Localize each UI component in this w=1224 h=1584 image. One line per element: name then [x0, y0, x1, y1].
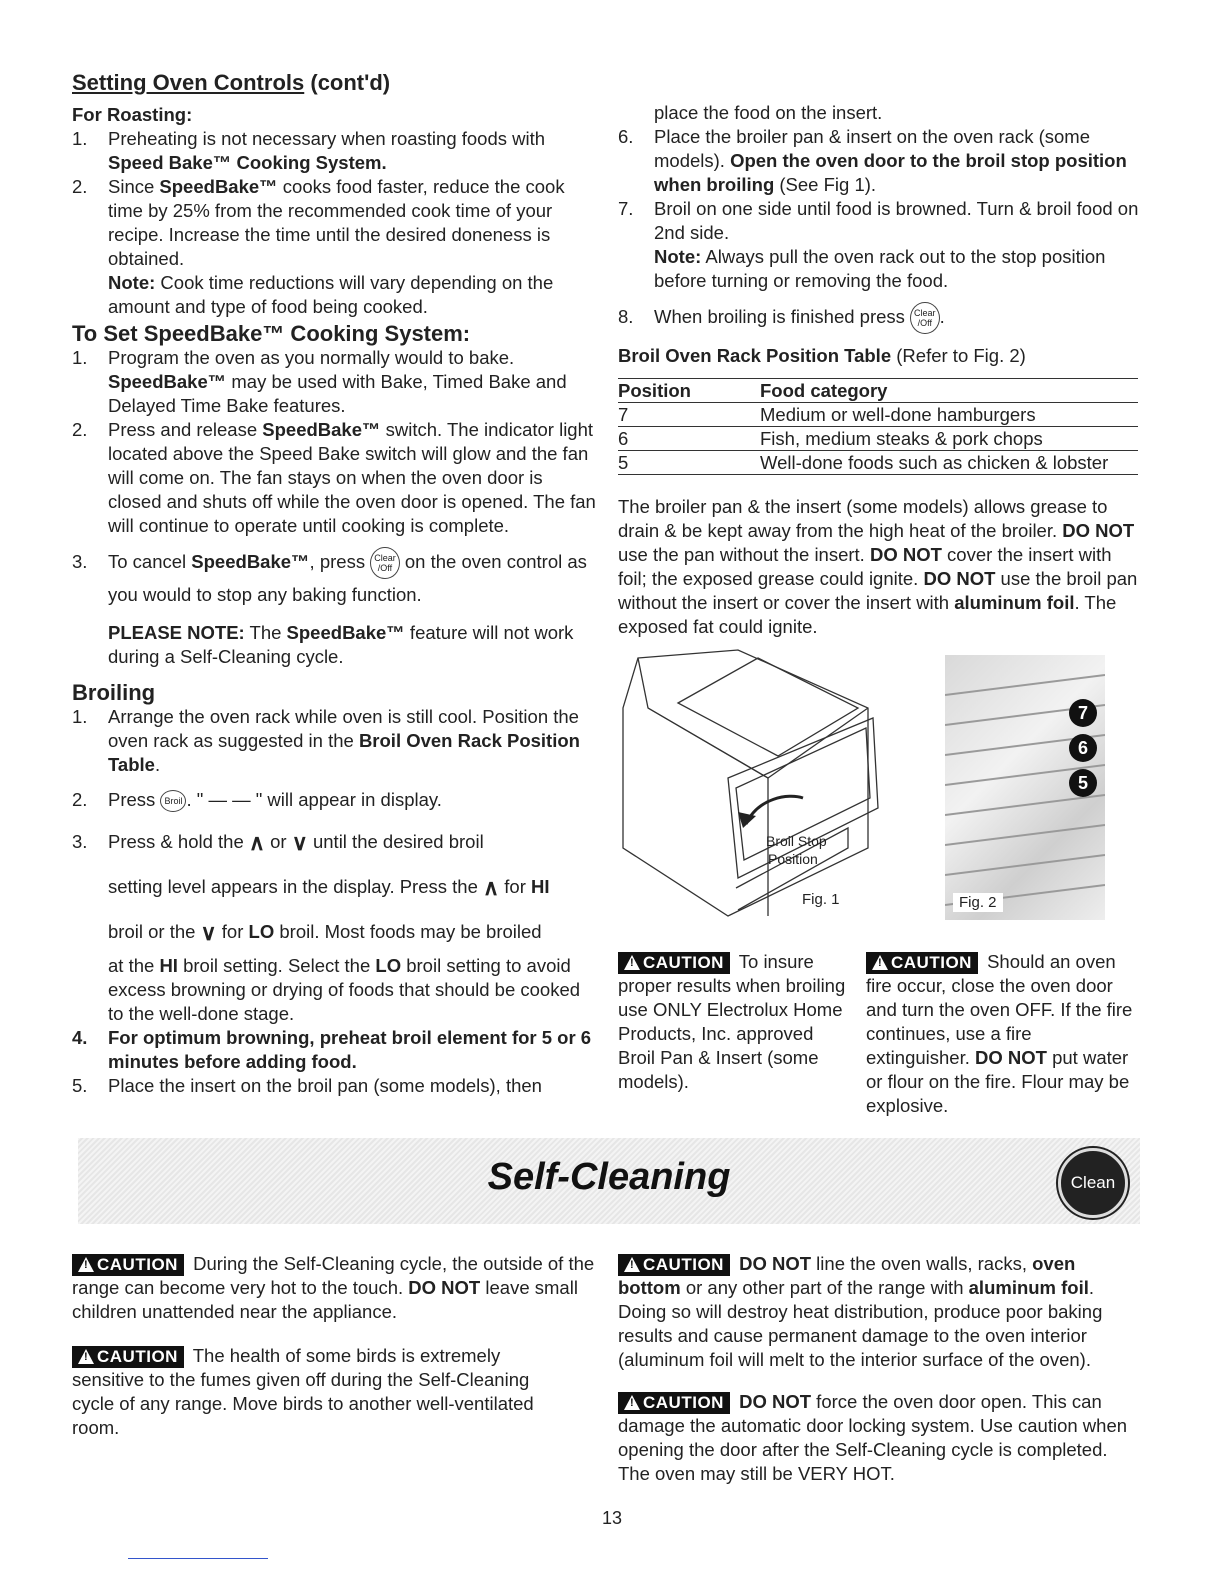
fig1-label: Fig. 1	[802, 891, 840, 908]
left-column	[72, 103, 596, 1098]
caution-badge: !CAUTION	[618, 1254, 730, 1276]
table-header: Position	[618, 379, 760, 403]
page-title: Setting Oven Controls (cont'd)	[72, 70, 391, 95]
down-arrow-icon: ∨	[291, 830, 308, 856]
warning-icon	[78, 1349, 94, 1364]
list-item-continued: place the food on the insert.	[654, 102, 883, 123]
self-cleaning-banner	[78, 1138, 1140, 1224]
speedbake-heading: To Set SpeedBake™ Cooking System:	[72, 321, 471, 346]
caution-badge: !CAUTION	[72, 1254, 184, 1276]
rack-position-6: 6	[1077, 738, 1088, 758]
caution-aluminum-foil: !CAUTION DO NOT line the oven walls, racks, oven bottom or any other part of the range with aluminum foil. Doing so will destroy heat distribution, produce poor baking results and cause permanent damage to the oven interior (aluminum foil will melt to the interior surface of the oven).	[618, 1252, 1138, 1372]
list-item: 2. Press Broil . " — — " will appear in display.	[72, 783, 596, 817]
caution-badge: !CAUTION	[618, 952, 730, 974]
broil-button-icon: Broil	[160, 790, 186, 812]
list-item: 2. Since SpeedBake™ cooks food faster, reduce the cook time by 25% from the recommended cook time of your recipe. Increase the time until the desired doneness is obtained. Note: Cook time reductions will vary depending on the amount and type of food being cooked.	[72, 176, 565, 317]
rack-position-table	[618, 378, 1138, 475]
fig1-callout-line1: Broil Stop	[766, 833, 827, 849]
rack-table-title: Broil Oven Rack Position Table (Refer to Fig. 2)	[618, 345, 1026, 367]
warning-icon	[78, 1257, 94, 1272]
fig2-rack-photo	[945, 655, 1105, 920]
list-item: 1. Preheating is not necessary when roasting foods with Speed Bake™ Cooking System.	[72, 128, 546, 173]
warning-icon	[624, 955, 640, 970]
warning-icon	[872, 955, 888, 970]
list-item: 4. For optimum browning, preheat broil element for 5 or 6 minutes before adding food.	[72, 1027, 592, 1073]
broiling-heading: Broiling	[72, 680, 156, 706]
table-row: 5 Well-done foods such as chicken & lobster	[618, 451, 1138, 475]
caution-badge: !CAUTION	[72, 1346, 184, 1368]
table-row: 7 Medium or well-done hamburgers	[618, 403, 1138, 427]
section-title: Self-Cleaning	[487, 1156, 731, 1198]
list-item: 1. Arrange the oven rack while oven is still cool. Position the oven rack as suggested in the Broil Oven Rack Position Table.	[72, 706, 580, 776]
fig2-label: Fig. 2	[953, 893, 1003, 912]
list-item: 3. To cancel SpeedBake™, press Clear /Off on the oven control as you would to stop any baking function.	[72, 546, 596, 611]
fig1-oven-illustration	[618, 648, 880, 920]
list-item: 8. When broiling is finished press Clear /Off .	[618, 301, 1142, 334]
clean-button-icon: Clean	[1058, 1148, 1128, 1218]
table-row: 6 Fish, medium steaks & pork chops	[618, 427, 1138, 451]
list-item: 7. Broil on one side until food is browned. Turn & broil food on 2nd side. Note: Always pull the oven rack out to the stop position before turning or removing the food.	[618, 198, 1139, 291]
right-column	[618, 101, 1142, 639]
caution-door-lock: !CAUTION DO NOT force the oven door open. This can damage the automatic door locking system. Use caution when opening the door after the Self-Cleaning cycle is completed. The oven may still be VERY HOT.	[618, 1390, 1138, 1486]
clear-off-button-icon: Clear /Off	[910, 302, 940, 334]
caution-birds: !CAUTION The health of some birds is extremely sensitive to the fumes given off during the Self-Cleaning cycle of any range. Move birds to another well-ventilated room.	[72, 1344, 558, 1440]
warning-icon	[624, 1395, 640, 1410]
list-item: 5. Place the insert on the broil pan (some models), then	[72, 1075, 542, 1097]
up-arrow-icon: ∧	[483, 875, 500, 901]
page-number: 13	[601, 1508, 623, 1528]
list-item: 2. Press and release SpeedBake™ switch. The indicator light located above the Speed Bake switch will glow and the fan will come on. The fan stays on when the oven door is closed and shuts off while the oven door is opened. The fan will continue to operate until cooking is complete.	[72, 419, 596, 536]
warning-icon	[624, 1257, 640, 1272]
list-item: 3. Press & hold the ∧ or ∨ until the desired broil setting level appears in the display. Press the ∧ for HI broil or the ∨ for LO broil. Most foods may be broiled at the HI broil setting. Select the LO broil setting to avoid excess browning or drying of foods that should be cooked to the well-done stage.	[72, 830, 581, 1025]
rack-position-5: 5	[1077, 773, 1088, 793]
caution-badge: !CAUTION	[618, 1392, 730, 1414]
clear-off-button-icon: Clear /Off	[370, 547, 400, 579]
please-note: PLEASE NOTE: The SpeedBake™ feature will not work during a Self-Cleaning cycle.	[108, 622, 574, 668]
list-item: 6. Place the broiler pan & insert on the oven rack (some models). Open the oven door to the broil stop position when broiling (See Fig 1).	[618, 126, 1127, 195]
rack-position-7: 7	[1077, 703, 1088, 723]
caution-hot-outside: !CAUTION During the Self-Cleaning cycle, the outside of the range can become very hot to the touch. DO NOT leave small children unattended near the appliance.	[72, 1252, 596, 1324]
footer-rule	[128, 1558, 268, 1559]
down-arrow-icon: ∨	[200, 920, 217, 946]
grease-paragraph: The broiler pan & the insert (some models) allows grease to drain & be kept away from the high heat of the broiler. DO NOT use the pan without the insert. DO NOT cover the insert with foil; the exposed grease could ignite. DO NOT use the broil pan without the insert or cover the insert with aluminum foil. The exposed fat could ignite.	[618, 496, 1138, 638]
up-arrow-icon: ∧	[248, 830, 265, 856]
table-header: Food category	[760, 379, 1138, 403]
roasting-heading: For Roasting:	[72, 104, 193, 125]
caution-oven-fire: !CAUTION Should an oven fire occur, close the oven door and turn the oven OFF. If the fire continues, use a fire extinguisher. DO NOT put water or flour on the fire. Flour may be explosive.	[866, 950, 1136, 1118]
caution-broil-pan: !CAUTION To insure proper results when broiling use ONLY Electrolux Home Products, Inc. approved Broil Pan & Insert (some models).	[618, 950, 850, 1094]
caution-badge: !CAUTION	[866, 952, 978, 974]
fig1-callout-line2: Position	[768, 851, 818, 867]
list-item: 1. Program the oven as you normally would to bake. SpeedBake™ may be used with Bake, Timed Bake and Delayed Time Bake features.	[72, 347, 567, 416]
